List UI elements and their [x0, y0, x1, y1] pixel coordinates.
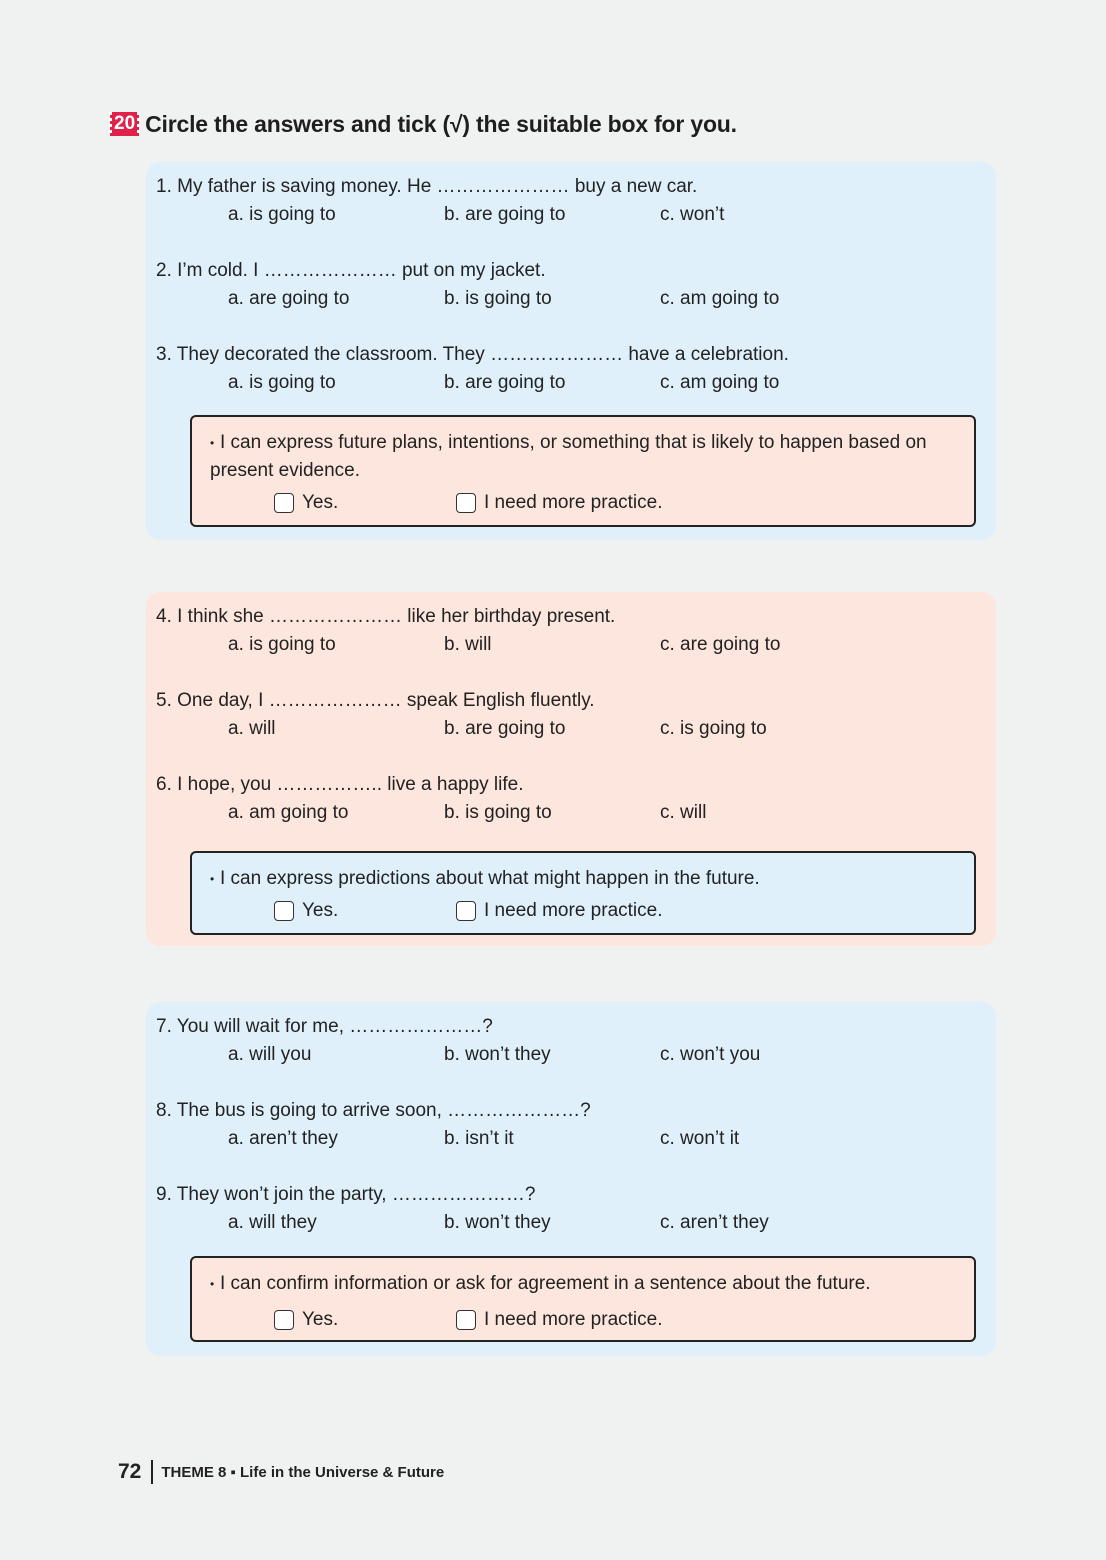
- question-2: [156, 258, 986, 318]
- option-c[interactable]: c. won’t: [660, 204, 725, 225]
- question-stem: 2. I’m cold. I ………………… put on my jacket.: [156, 260, 546, 281]
- option-c[interactable]: c. am going to: [660, 372, 780, 393]
- yes-checkbox[interactable]: [274, 901, 294, 921]
- option-b[interactable]: b. are going to: [444, 204, 566, 225]
- yes-label: Yes.: [302, 900, 339, 921]
- question-stem: 9. They won’t join the party, …………………?: [156, 1184, 536, 1205]
- option-c[interactable]: c. won’t you: [660, 1044, 761, 1065]
- option-a[interactable]: a. is going to: [228, 634, 336, 655]
- self-check-statement: • I can confirm information or ask for agreement in a sentence about the future.: [210, 1270, 950, 1298]
- more-practice-checkbox[interactable]: [456, 1310, 476, 1330]
- more-practice-option: [456, 899, 662, 923]
- self-check-box-1: [190, 415, 976, 527]
- question-6: [156, 772, 986, 832]
- option-c[interactable]: c. is going to: [660, 718, 767, 739]
- self-check-options: [274, 491, 663, 515]
- question-1: [156, 174, 986, 234]
- option-b[interactable]: b. are going to: [444, 372, 566, 393]
- yes-checkbox[interactable]: [274, 1310, 294, 1330]
- question-stem: 3. They decorated the classroom. They ………………… have a celebration.: [156, 344, 789, 365]
- option-a[interactable]: a. will they: [228, 1212, 317, 1233]
- option-c[interactable]: c. are going to: [660, 634, 781, 655]
- bullet-icon: •: [210, 1277, 215, 1291]
- more-practice-checkbox[interactable]: [456, 493, 476, 513]
- option-b[interactable]: b. is going to: [444, 802, 552, 823]
- option-c[interactable]: c. won’t it: [660, 1128, 740, 1149]
- exercise-number-badge: 20: [110, 112, 139, 136]
- question-section-3: [146, 1002, 996, 1356]
- question-stem: 5. One day, I ………………… speak English fluently.: [156, 690, 595, 711]
- page-number: 72: [118, 1460, 142, 1483]
- yes-checkbox[interactable]: [274, 493, 294, 513]
- option-a[interactable]: a. are going to: [228, 288, 350, 309]
- option-a[interactable]: a. aren’t they: [228, 1128, 338, 1149]
- self-check-statement: • I can express predictions about what might happen in the future.: [210, 865, 950, 893]
- option-b[interactable]: b. won’t they: [444, 1044, 551, 1065]
- option-a[interactable]: a. am going to: [228, 802, 349, 823]
- more-practice-label: I need more practice.: [484, 900, 663, 921]
- page-footer: [118, 1458, 444, 1486]
- more-practice-option: [456, 1308, 662, 1332]
- more-practice-label: I need more practice.: [484, 492, 663, 513]
- self-check-box-2: [190, 851, 976, 935]
- question-stem: 1. My father is saving money. He ………………… buy a new car.: [156, 176, 698, 197]
- question-section-1: [146, 162, 996, 540]
- option-c[interactable]: c. aren’t they: [660, 1212, 769, 1233]
- question-stem: 7. You will wait for me, …………………?: [156, 1016, 493, 1037]
- more-practice-checkbox[interactable]: [456, 901, 476, 921]
- option-a[interactable]: a. will: [228, 718, 276, 739]
- self-check-options: [274, 1308, 663, 1332]
- option-a[interactable]: a. is going to: [228, 204, 336, 225]
- option-b[interactable]: b. are going to: [444, 718, 566, 739]
- self-check-statement: • I can express future plans, intentions, or something that is likely to happen based on present evidence.: [210, 429, 950, 485]
- exercise-header: [110, 108, 737, 140]
- question-9: [156, 1182, 986, 1242]
- footer-divider: [151, 1460, 153, 1484]
- option-b[interactable]: b. is going to: [444, 288, 552, 309]
- option-a[interactable]: a. is going to: [228, 372, 336, 393]
- option-c[interactable]: c. will: [660, 802, 707, 823]
- question-stem: 4. I think she ………………… like her birthday present.: [156, 606, 616, 627]
- question-3: [156, 342, 986, 402]
- question-section-2: [146, 592, 996, 946]
- option-b[interactable]: b. won’t they: [444, 1212, 551, 1233]
- more-practice-option: [456, 491, 662, 515]
- self-check-box-3: [190, 1256, 976, 1342]
- question-8: [156, 1098, 986, 1158]
- option-b[interactable]: b. will: [444, 634, 492, 655]
- more-practice-label: I need more practice.: [484, 1309, 663, 1330]
- question-5: [156, 688, 986, 748]
- bullet-icon: •: [210, 872, 215, 886]
- theme-label: THEME 8 ▪ Life in the Universe & Future: [161, 1463, 445, 1481]
- option-a[interactable]: a. will you: [228, 1044, 312, 1065]
- exercise-instruction: Circle the answers and tick (√) the suitable box for you.: [145, 110, 737, 137]
- option-b[interactable]: b. isn’t it: [444, 1128, 514, 1149]
- question-stem: 8. The bus is going to arrive soon, …………………?: [156, 1100, 591, 1121]
- yes-label: Yes.: [302, 492, 339, 513]
- bullet-icon: •: [210, 436, 215, 450]
- self-check-options: [274, 899, 663, 923]
- question-stem: 6. I hope, you …………….. live a happy life.: [156, 774, 524, 795]
- question-7: [156, 1014, 986, 1074]
- question-4: [156, 604, 986, 664]
- yes-label: Yes.: [302, 1309, 339, 1330]
- option-c[interactable]: c. am going to: [660, 288, 780, 309]
